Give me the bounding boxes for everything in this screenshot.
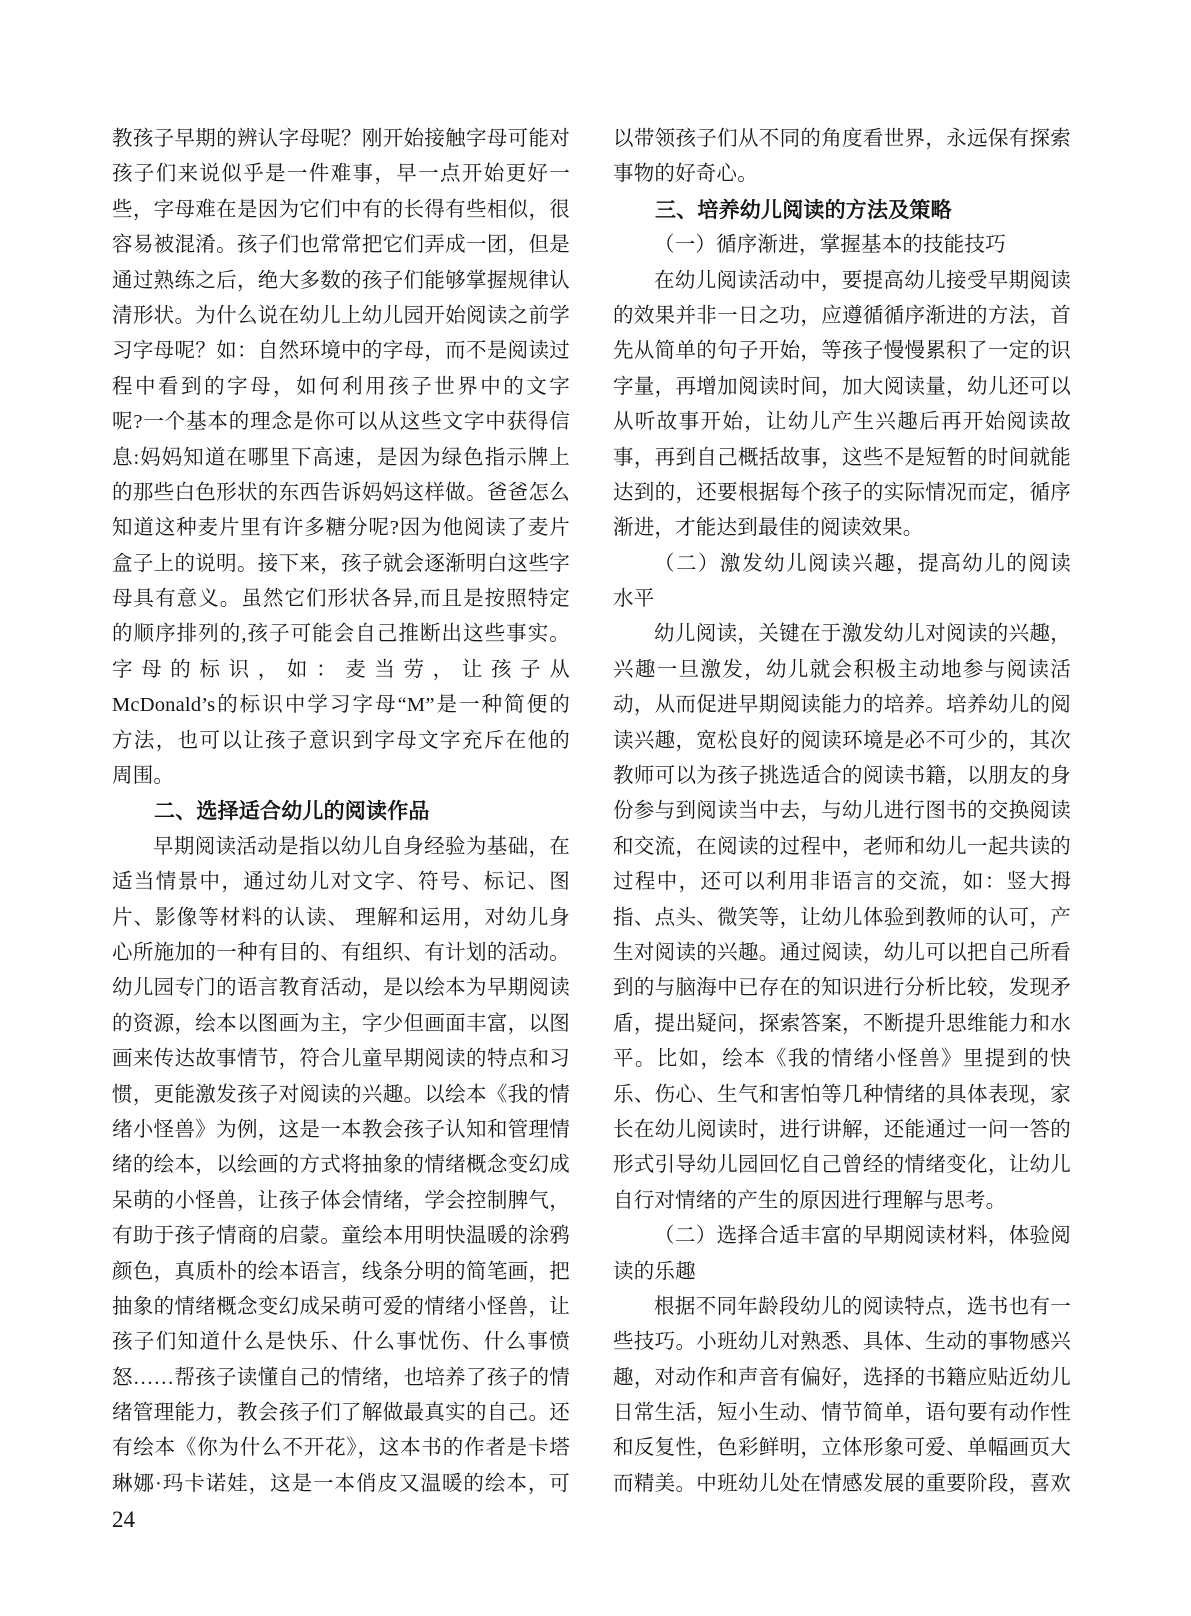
text-line: 绪管理能力，教会孩子们了解做最真实的自己。还	[112, 1402, 570, 1425]
text-line: 清形状。为什么说在幼儿上幼儿园开始阅读之前学	[112, 304, 570, 327]
text-line: 有绘本《你为什么不开花》，这本书的作者是卡塔	[112, 1437, 570, 1460]
text-line: 动，从而促进早期阅读能力的培养。培养幼儿的阅	[613, 694, 1071, 717]
text-line: 抽象的情绪概念变幻成呆萌可爱的情绪小怪兽，让	[112, 1295, 570, 1318]
text-line: 琳娜·玛卡诺娃，这是一本俏皮又温暖的绘本，可	[112, 1472, 570, 1495]
text-line: 过程中，还可以利用非语言的交流，如：竖大拇	[613, 871, 1071, 894]
text-line: 孩子们来说似乎是一件难事，早一点开始更好一	[112, 163, 570, 186]
right-column	[613, 122, 1071, 1502]
text-line: 日常生活，短小生动、情节简单，语句要有动作性	[613, 1402, 1071, 1425]
text-line: 渐进，才能达到最佳的阅读效果。	[613, 517, 924, 540]
text-line: 教孩子早期的辨认字母呢？刚开始接触字母可能对	[112, 128, 570, 150]
text-line: 的那些白色形状的东西告诉妈妈这样做。爸爸怎么	[112, 481, 570, 504]
paragraph-first-line: （二）激发幼儿阅读兴趣，提高幼儿的阅读	[654, 552, 1071, 575]
text-line: 读兴趣，宽松良好的阅读环境是必不可少的，其次	[613, 729, 1071, 752]
text-line: 绪小怪兽》为例，这是一本教会孩子认知和管理情	[112, 1118, 570, 1141]
left-column	[112, 122, 570, 1502]
text-line: 怒……帮孩子读懂自己的情绪，也培养了孩子的情	[112, 1366, 570, 1389]
paragraph-first-line: 早期阅读活动是指以幼儿自身经验为基础，在	[153, 835, 570, 858]
text-line: 字量，再增加阅读时间，加大阅读量，幼儿还可以	[613, 375, 1071, 398]
text-line: 读的乐趣	[613, 1260, 696, 1283]
text-line: 孩子们知道什么是快乐、什么事忧伤、什么事愤	[112, 1331, 570, 1354]
text-line: 生对阅读的兴趣。通过阅读，幼儿可以把自己所看	[613, 941, 1071, 964]
paragraph-first-line: 幼儿阅读，关键在于激发幼儿对阅读的兴趣，	[654, 623, 1071, 646]
text-line: 通过熟练之后，绝大多数的孩子们能够掌握规律认	[112, 269, 570, 292]
text-line: 知道这种麦片里有许多糖分呢?因为他阅读了麦片	[112, 517, 570, 540]
text-line: 兴趣一旦激发，幼儿就会积极主动地参与阅读活	[613, 658, 1071, 681]
paragraph-first-line: （二）选择合适丰富的早期阅读材料，体验阅	[654, 1225, 1071, 1248]
text-line: 到的与脑海中已存在的知识进行分析比较，发现矛	[613, 977, 1071, 1000]
text-line: 字母的标识，如：麦当劳，让孩子从	[112, 658, 570, 681]
text-line: 水平	[613, 588, 655, 611]
paragraph-first-line: 在幼儿阅读活动中，要提高幼儿接受早期阅读	[654, 269, 1071, 292]
page-number: 24	[112, 1507, 135, 1532]
text-line: 教师可以为孩子挑选适合的阅读书籍，以朋友的身	[613, 765, 1071, 788]
text-line: 片、影像等材料的认读、 理解和运用，对幼儿身	[112, 906, 570, 929]
text-line: 事，再到自己概括故事，这些不是短暂的时间就能	[613, 446, 1071, 469]
text-line: 的资源，绘本以图画为主，字少但画面丰富，以图	[112, 1012, 570, 1035]
text-line: 盒子上的说明。接下来，孩子就会逐渐明白这些字	[112, 552, 570, 575]
text-line: 呢?一个基本的理念是你可以从这些文字中获得信	[112, 411, 570, 434]
text-line: 些，字母难在是因为它们中有的长得有些相似，很	[112, 198, 570, 221]
text-line: 乐、伤心、生气和害怕等几种情绪的具体表现，家	[613, 1083, 1071, 1106]
text-line: 从听故事开始，让幼儿产生兴趣后再开始阅读故	[613, 411, 1071, 434]
text-line: 周围。	[112, 765, 175, 788]
text-line: 趣，对动作和声音有偏好，选择的书籍应贴近幼儿	[613, 1366, 1071, 1389]
text-line: 些技巧。小班幼儿对熟悉、具体、生动的事物感兴	[613, 1331, 1071, 1354]
text-line: 容易被混淆。孩子们也常常把它们弄成一团，但是	[112, 234, 570, 257]
text-line: 盾，提出疑问，探索答案，不断提升思维能力和水	[613, 1012, 1071, 1035]
text-line: 自行对情绪的产生的原因进行理解与思考。	[613, 1189, 1007, 1212]
text-line: 心所施加的一种有目的、有组织、有计划的活动。	[112, 941, 570, 964]
text-line: 平。比如，绘本《我的情绪小怪兽》里提到的快	[613, 1048, 1071, 1071]
text-line: 达到的，还要根据每个孩子的实际情况而定，循序	[613, 481, 1071, 504]
section-heading: 三、培养幼儿阅读的方法及策略	[655, 198, 952, 222]
subsection-heading: （一）循序渐进，掌握基本的技能技巧	[654, 234, 1006, 257]
text-line: 有助于孩子情商的启蒙。童绘本用明快温暖的涂鸦	[112, 1225, 570, 1248]
text-line: 以带领孩子们从不同的角度看世界，永远保有探索	[613, 128, 1071, 150]
text-line: 颜色，真质朴的绘本语言，线条分明的简笔画，把	[112, 1260, 570, 1283]
text-line: McDonald’s的标识中学习字母“M”是一种简便的	[112, 694, 570, 717]
text-line: 事物的好奇心。	[613, 163, 758, 186]
paragraph-first-line: 根据不同年龄段幼儿的阅读特点，选书也有一	[654, 1295, 1071, 1318]
text-line: 的效果并非一日之功，应遵循循序渐进的方法，首	[613, 304, 1071, 327]
text-line: 程中看到的字母，如何利用孩子世界中的文字	[112, 375, 570, 398]
text-line: 和反复性，色彩鲜明，立体形象可爱、单幅画页大	[613, 1437, 1071, 1460]
text-line: 母具有意义。虽然它们形状各异,而且是按照特定	[112, 588, 570, 611]
text-line: 先从简单的句子开始，等孩子慢慢累积了一定的识	[613, 340, 1071, 363]
text-line: 画来传达故事情节，符合儿童早期阅读的特点和习	[112, 1048, 570, 1071]
text-line: 形式引导幼儿园回忆自己曾经的情绪变化，让幼儿	[613, 1154, 1071, 1177]
text-line: 幼儿园专门的语言教育活动，是以绘本为早期阅读	[112, 977, 570, 1000]
text-line: 方法，也可以让孩子意识到字母文字充斥在他的	[112, 729, 570, 752]
text-line: 呆萌的小怪兽，让孩子体会情绪，学会控制脾气，	[112, 1189, 570, 1212]
text-line: 适当情景中，通过幼儿对文字、符号、标记、图	[112, 871, 570, 894]
text-line: 的顺序排列的,孩子可能会自己推断出这些事实。	[112, 623, 570, 646]
text-line: 惯，更能激发孩子对阅读的兴趣。以绘本《我的情	[112, 1083, 570, 1106]
text-line: 而精美。中班幼儿处在情感发展的重要阶段，喜欢	[613, 1472, 1071, 1495]
text-line: 份参与到阅读当中去，与幼儿进行图书的交换阅读	[613, 800, 1071, 823]
text-line: 指、点头、微笑等，让幼儿体验到教师的认可，产	[613, 906, 1071, 929]
section-heading: 二、选择适合幼儿的阅读作品	[154, 800, 430, 824]
text-line: 习字母呢？如：自然环境中的字母，而不是阅读过	[112, 340, 570, 363]
text-line: 和交流，在阅读的过程中，老师和幼儿一起共读的	[613, 835, 1071, 858]
text-line: 息:妈妈知道在哪里下高速，是因为绿色指示牌上	[112, 446, 570, 469]
text-line: 长在幼儿阅读时，进行讲解，还能通过一问一答的	[613, 1118, 1071, 1141]
text-line: 绪的绘本，以绘画的方式将抽象的情绪概念变幻成	[112, 1154, 570, 1177]
